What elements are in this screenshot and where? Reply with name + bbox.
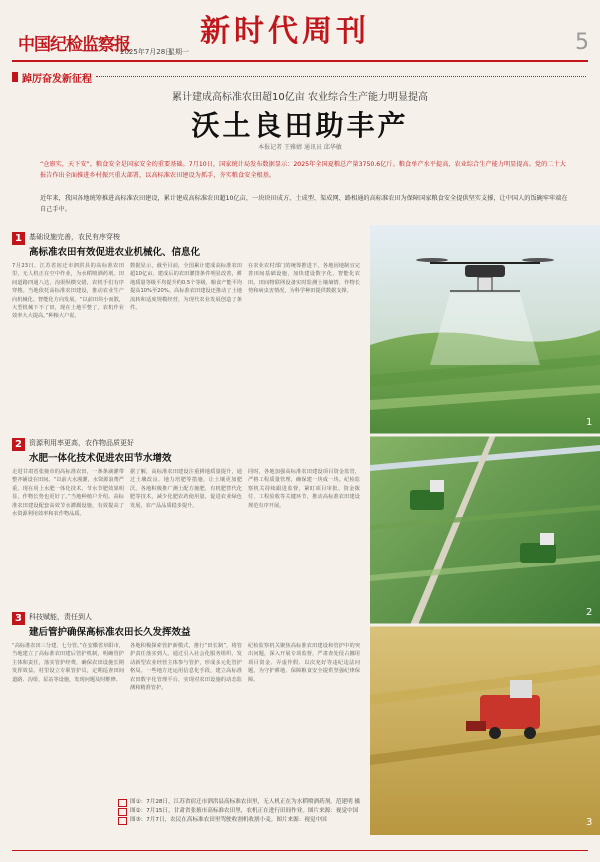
section-1-heading	[12, 232, 200, 258]
section-3-column-3: 纪检监察机关聚焦高标准农田建设和管护中的突出问题，深入开展专项监督，严肃查处侵占挪用项目资金、弄虚作假、以次充好等违纪违法问题，为守护耕地、保障粮食安全提供坚强纪律保障。	[248, 643, 360, 683]
masthead-divider	[12, 60, 588, 62]
section-3-heading	[12, 612, 191, 638]
dotted-divider	[96, 76, 586, 77]
article-intro: 近年来，我国各地统筹推进高标准农田建设，累计建成高标准农田超10亿亩，一块块田成方、土成型、渠成网、路相通的高标准农田为保障国家粮食安全提供坚实支撑，让中国人的饭碗牢牢端在自己手中。	[40, 195, 568, 213]
section-1-column-1: 7月23日，江苏省宿迁市泗洪县的高标准农田里，无人机正在空中作业，为水稻喷洒药剂。田间道路四通八达，沟渠纵横交错，农机手们有序穿梭。当地依托高标准农田建设，推动农业生产向机械化、智能化方向发展。“以前田块小而散，大型机械下不了田，现在土地平整了，农机作业效率大大提高。”种粮大户说。	[12, 263, 124, 320]
masthead	[0, 0, 600, 66]
caption-2-text: 图②：7月15日，甘肃省张掖市高标准农田里，农机正在进行田间作业。图片来源：视觉中国	[130, 808, 359, 814]
section-2-column-1: 走进甘肃省张掖市的高标准农田，一条条滴灌带整齐铺设在田间。“以前大水漫灌，水资源浪费严重，现在用上水肥一体化技术，节水节肥效果明显，作物长势也更好了。”当地种植户介绍。高标准农田建设配套高效节水灌溉设施，有效提高了水资源利用效率和农作物品质。	[12, 469, 124, 518]
section-2-heading	[12, 438, 172, 464]
photo-label-1: 1	[586, 417, 593, 428]
section-1-column-2: 数据显示，截至目前，全国累计建成高标准农田超10亿亩。建成后的农田灌排条件明显改善，耕地质量等级平均提升约0.5个等级，粮食产能平均提高10%至20%。高标准农田建设还推动了土地流转和适度规模经营，为现代农业发展创造了条件。	[130, 263, 242, 312]
section-2-kicker: 资源利用率更高，农作物品质更好	[29, 439, 134, 447]
photo-collage	[370, 225, 600, 835]
section-3-number: 3	[12, 612, 25, 625]
section-title: 新时代周刊	[200, 14, 370, 49]
caption-3-text: 图③：7月7日，农民在高标准农田里驾驶收割机收割小麦。图片来源：视觉中国	[130, 817, 327, 823]
article-subhead: 累计建成高标准农田超10亿亩 农业综合生产能力明显提高	[172, 92, 428, 103]
section-1-title: 高标准农田有效促进农业机械化、信息化	[29, 247, 201, 258]
section-3-column-1: “高标准农田三分建、七分管。”在安徽省阜阳市，当地建立了高标准农田建后管护机制，明确管护主体和责任，落实管护经费，确保农田设施长期发挥效益。村里设立专职管护员，定期巡查田间道路、沟渠、泵站等设施，发现问题及时维修。	[12, 643, 124, 683]
caption-marker-icon	[118, 808, 127, 816]
section-2-number: 2	[12, 438, 25, 451]
caption-3	[118, 816, 438, 825]
tag-marker-icon	[12, 72, 18, 82]
section-3-kicker: 科技赋能，责任到人	[29, 613, 92, 621]
photo-label-2: 2	[586, 607, 593, 618]
section-2-column-2: 据了解，高标准农田建设注重耕地质量提升，通过土壤改良、地力培肥等措施，让土壤更加肥沃。各地积极推广测土配方施肥、有机肥替代化肥等技术，减少化肥农药使用量，促进农业绿色发展，农产品品质稳步提升。	[130, 469, 242, 509]
photo-label-3: 3	[586, 817, 593, 828]
article-lead: “仓廪实，天下安”。粮食安全是国家安全的重要基础。7月10日，国家统计局发布数据显示：2025年全国夏粮总产量3750.6亿斤。粮食单产水平提高，农业综合生产能力明显提高。党的二十大报告作出全面推进乡村振兴重大部署，以高标准农田建设为抓手，夯实粮食安全根基。	[40, 161, 566, 179]
section-1-column-3: 在农业农村部门的统筹推进下，各地因地制宜完善田间基础设施，加快建设数字化、智能化农田。田间物联网设备实时监测土壤墒情、作物长势和病虫害情况，为科学种田提供数据支撑。	[248, 263, 360, 295]
page-number: 5	[575, 30, 589, 55]
column-tag-label: 踔厉奋发新征程	[22, 73, 92, 85]
issue-weekday: 星期一	[168, 48, 189, 56]
caption-1	[118, 798, 438, 807]
newspaper-logo: 中国纪检监察报	[18, 35, 130, 55]
caption-1-text: 图①：7月28日，江苏省宿迁市泗洪县高标准农田里，无人机正在为水稻喷洒药剂。范建明 摄	[130, 799, 361, 805]
section-2-column-3: 同时，各地加强高标准农田建设项目资金监管，严格工程质量管理，确保建一块成一块。纪检监察机关持续跟进监督，紧盯项目审批、资金拨付、工程验收等关键环节，推动高标准农田建设规范有序开展。	[248, 469, 360, 509]
section-3-title: 建后管护确保高标准农田长久发挥效益	[29, 627, 191, 638]
section-3-column-2: 各地积极探索管护新模式，推行“田长制”，将管护责任落实到人。通过引入社会化服务组织、发动新型农业经营主体参与管护，形成多元化管护格局。一些地方还运用信息化手段，建立高标准农田数字化管理平台，实现对农田设施的动态监测和精准管护。	[130, 643, 242, 692]
farmland-photos	[370, 225, 600, 835]
caption-2	[118, 807, 438, 816]
photo-captions	[118, 798, 438, 825]
caption-marker-icon	[118, 817, 127, 825]
section-1-kicker: 基础设施完善，农民有序穿梭	[29, 233, 120, 241]
column-tag	[12, 70, 92, 84]
article-byline: 本报记者 王雅婧 通讯员 邱华敏	[258, 144, 342, 151]
section-1-number: 1	[12, 232, 25, 245]
bottom-divider	[12, 850, 588, 851]
issue-date: 2025年7月28日	[120, 48, 173, 56]
caption-marker-icon	[118, 799, 127, 807]
article-headline: 沃土良田助丰产	[191, 109, 409, 142]
section-2-title: 水肥一体化技术促进农田节水增效	[29, 453, 172, 464]
